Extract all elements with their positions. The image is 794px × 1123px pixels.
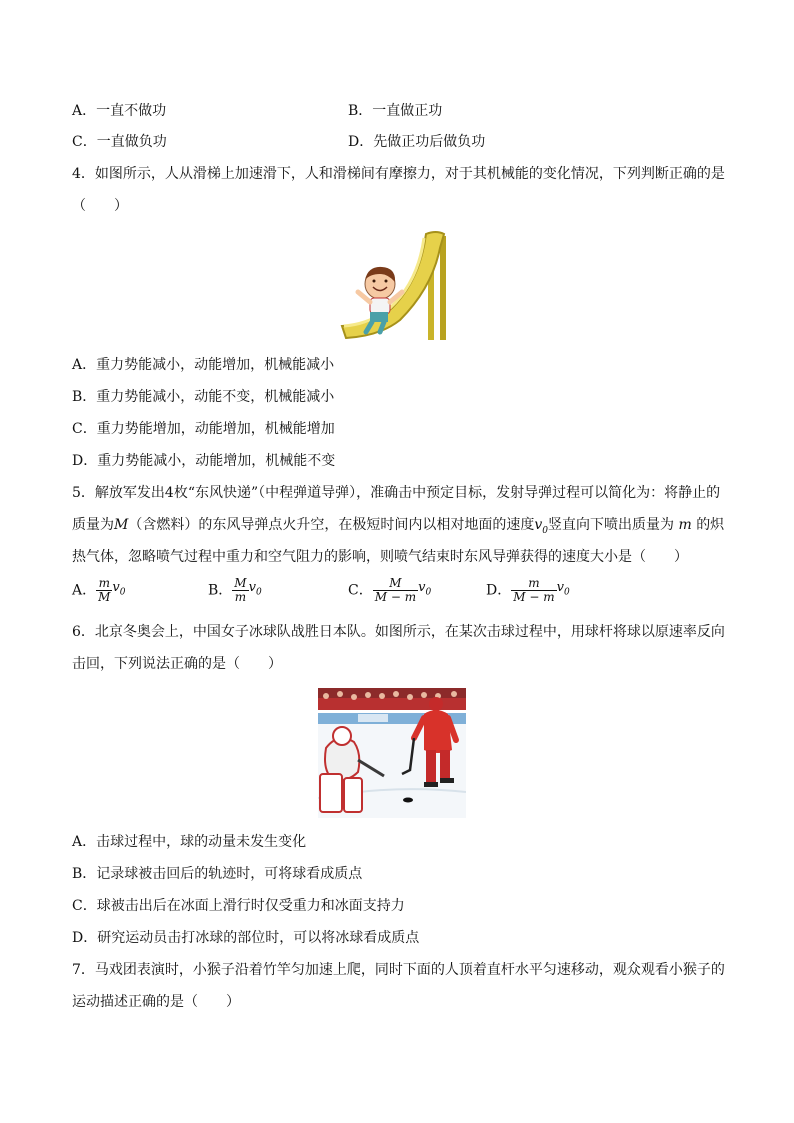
q6-stem-line2: 击回，下列说法正确的是（ ） <box>72 656 282 672</box>
q4-option-c: C．重力势能增加，动能增加，机械能增加 <box>72 421 335 437</box>
q7-stem-line2: 运动描述正确的是（ ） <box>72 994 240 1010</box>
q5-stem-line2: 质量为M（含燃料）的东风导弹点火升空，在极短时间内以相对地面的速度$v_0$竖直向下喷出质量为 m 的炽 <box>72 517 725 536</box>
q3-option-b: B．一直做正功 <box>348 103 443 119</box>
q3-option-a: A．一直不做功 <box>72 103 167 119</box>
slide-figure <box>340 228 454 342</box>
q4-stem-line2: （ ） <box>72 198 128 214</box>
q5-option-a: A． $\frac{m}{M}$ $v_0$ <box>72 576 126 604</box>
q6-option-b: B．记录球被击回后的轨迹时，可将球看成质点 <box>72 866 363 882</box>
q5-option-c: C． $\frac{M}{M - m}$ $v_0$ <box>348 576 432 604</box>
q6-stem-line1: 6．北京冬奥会上，中国女子冰球队战胜日本队。如图所示，在某次击球过程中，用球杆将球以原速率反向 <box>72 624 725 640</box>
q3-option-c: C．一直做负功 <box>72 134 167 150</box>
q4-option-a: A．重力势能减小，动能增加，机械能减小 <box>72 357 335 373</box>
q5-stem-line3: 热气体，忽略喷气过程中重力和空气阻力的影响，则喷气结束时东风导弹获得的速度大小是（ ） <box>72 549 688 565</box>
q5-option-d: D． $\frac{m}{M - m}$ $v_0$ <box>486 576 570 604</box>
q3-option-d: D．先做正功后做负功 <box>348 134 486 150</box>
q5-option-b: B． $\frac{M}{m}$ $v_0$ <box>208 576 262 604</box>
q5-stem-line1: 5．解放军发出4枚“东风快递”（中程弹道导弹），准确击中预定目标，发射导弹过程可以简化为：将静止的 <box>72 485 721 501</box>
q6-option-c: C．球被击出后在冰面上滑行时仅受重力和冰面支持力 <box>72 898 405 914</box>
q6-option-a: A．击球过程中，球的动量未发生变化 <box>72 834 307 850</box>
q6-option-d: D．研究运动员击打冰球的部位时，可以将冰球看成质点 <box>72 930 420 946</box>
q4-stem-line1: 4．如图所示，人从滑梯上加速滑下，人和滑梯间有摩擦力，对于其机械能的变化情况，下列判断正确的是 <box>72 166 725 182</box>
q4-option-d: D．重力势能减小，动能增加，机械能不变 <box>72 453 336 469</box>
q4-option-b: B．重力势能减小，动能不变，机械能减小 <box>72 389 335 405</box>
q7-stem-line1: 7．马戏团表演时，小猴子沿着竹竿匀加速上爬，同时下面的人顶着直杆水平匀速移动，观众观看小猴子的 <box>72 962 725 978</box>
ice-hockey-photo <box>318 688 466 818</box>
